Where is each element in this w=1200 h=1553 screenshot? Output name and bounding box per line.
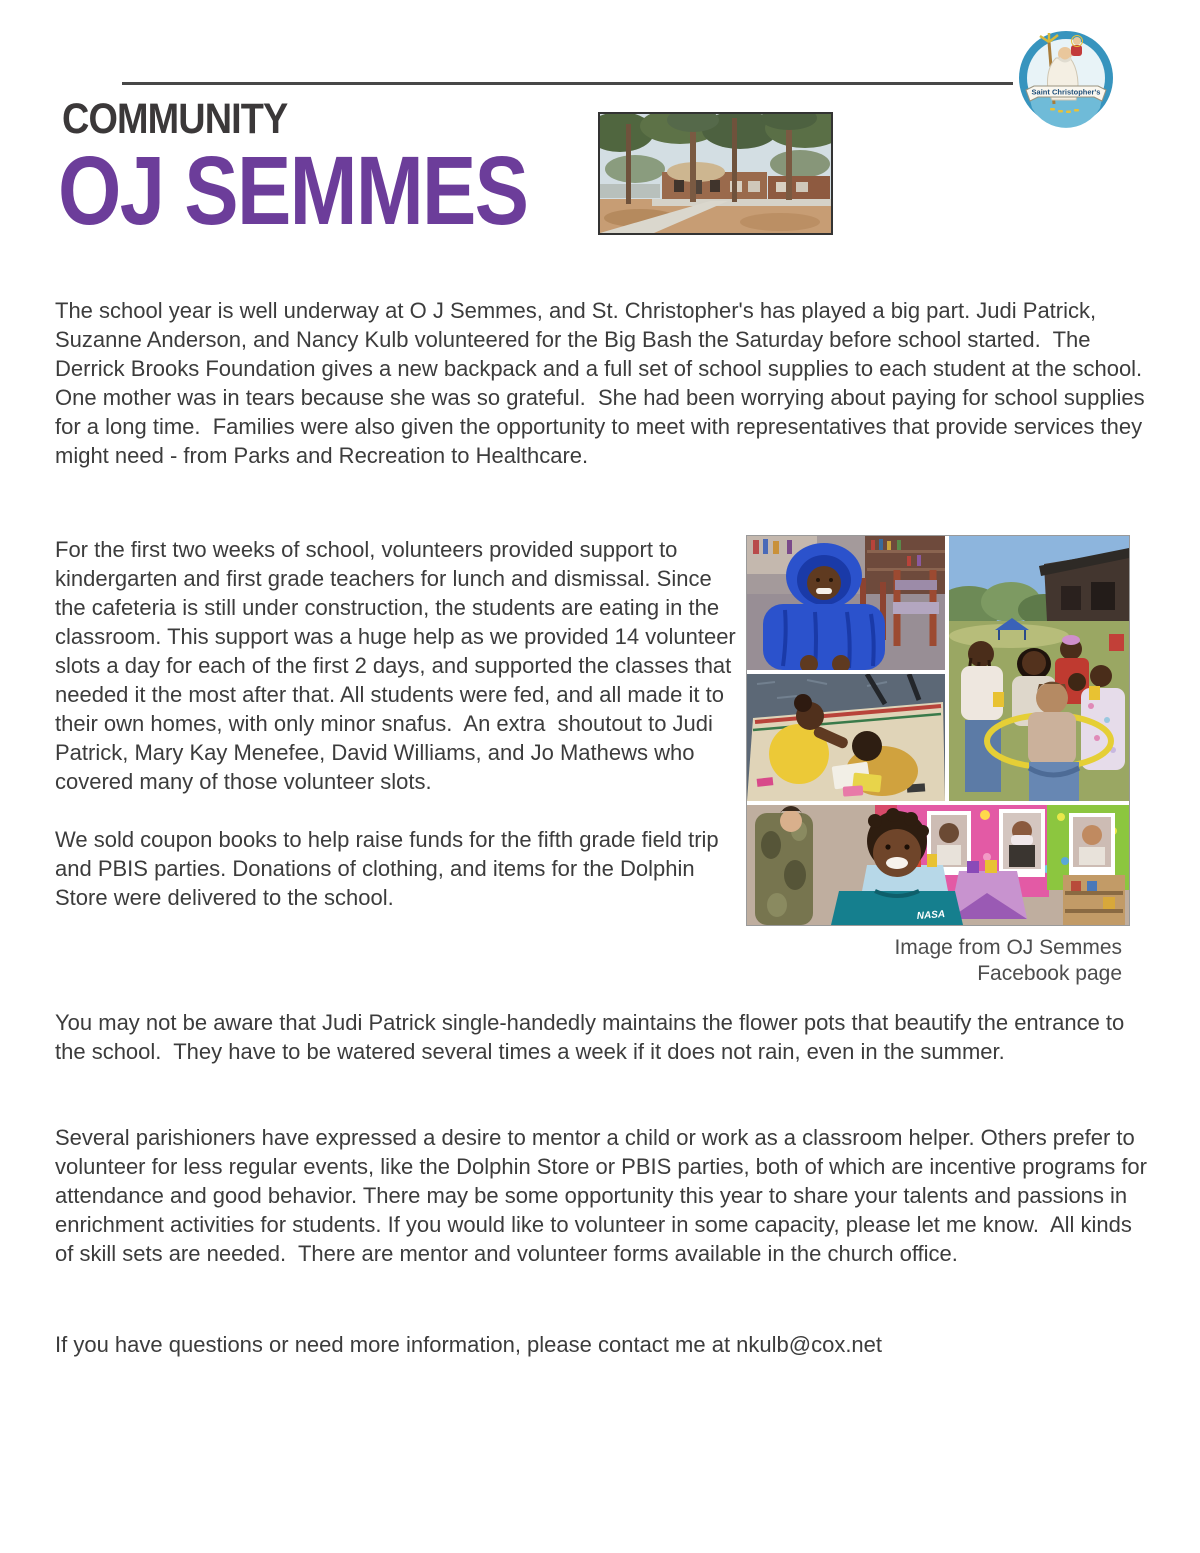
photo-boy-blue-jacket bbox=[747, 536, 945, 670]
facebook-photo-collage bbox=[746, 535, 1128, 987]
article-section-volunteers bbox=[55, 535, 1128, 987]
collage-caption bbox=[746, 935, 1128, 987]
header-divider-line bbox=[122, 82, 1013, 85]
article-paragraph-4: You may not be aware that Judi Patrick single-handedly maintains the flower pots that beautify the entrance to the school. They have to be watered several times a week if it does not rain, even in the summer. bbox=[55, 1010, 1131, 1064]
school-building-photo bbox=[598, 112, 833, 235]
article-paragraph-3: We sold coupon books to help raise funds for the fifth grade field trip and PBIS parties. Donations of clothing, and items for the Dolphin Store were delivered to the school. bbox=[55, 827, 725, 910]
section-kicker: COMMUNITY bbox=[62, 95, 288, 143]
caption-line-2: Facebook page bbox=[977, 962, 1122, 985]
photo-kids-hula-hoop bbox=[949, 536, 1129, 801]
nasa-shirt-text: NASA bbox=[916, 909, 946, 922]
photo-collage bbox=[746, 535, 1130, 926]
article-paragraph-5: Several parishioners have expressed a desire to mentor a child or work as a classroom helper. Others prefer to volunteer for less regular events, like the Dolphin Store or PBIS parties, both of which are incentive programs for attendance and good behavior. There may be some opportunity this year to share your talents and passions in enrichment activities for students. If you would like to volunteer in some capacity, please let me know. All kinds of skill sets are needed. There are mentor and volunteer forms available in the church office. bbox=[55, 1125, 1154, 1266]
photo-boy-nasa-shirt-party bbox=[747, 805, 1129, 925]
page-title: OJ SEMMES bbox=[58, 136, 528, 245]
caption-line-1: Image from OJ Semmes bbox=[894, 936, 1122, 959]
photo-kids-on-rug bbox=[747, 674, 945, 801]
article-paragraph-1: The school year is well underway at O J Semmes, and St. Christopher's has played a big part. Judi Patrick, Suzanne Anderson, and Nancy Kulb volunteered for the Big Bash the Saturday before school started. The Derrick Brooks Foundation gives a new backpack and a full set of school supplies to each student at the school. One mother was in tears because she was so grateful. She had been worrying about paying for school supplies for a long time. Families were also given the opportunity to meet with representatives that provide services they might need - from Parks and Recreation to Healthcare. bbox=[55, 298, 1155, 468]
saint-christophers-logo-icon bbox=[1016, 28, 1116, 128]
article-paragraph-2: For the first two weeks of school, volunteers provided support to kindergarten and first grade teachers for lunch and dismissal. Since the cafeteria is still under construction, the students are eating in the classroom. This support was a huge help as we provided 14 volunteer slots a day for each of the first 2 days, and supported the classes that needed it the most after that. All students were fed, and all made it to their own homes, with only minor snafus. An extra shoutout to Judi Patrick, Mary Kay Menefee, David Williams, and Jo Mathews who covered many of those volunteer slots. bbox=[55, 537, 742, 794]
article-paragraph-6: If you have questions or need more information, please contact me at nkulb@cox.net bbox=[55, 1332, 883, 1357]
logo-banner-text: Saint Christopher's bbox=[1031, 87, 1101, 97]
